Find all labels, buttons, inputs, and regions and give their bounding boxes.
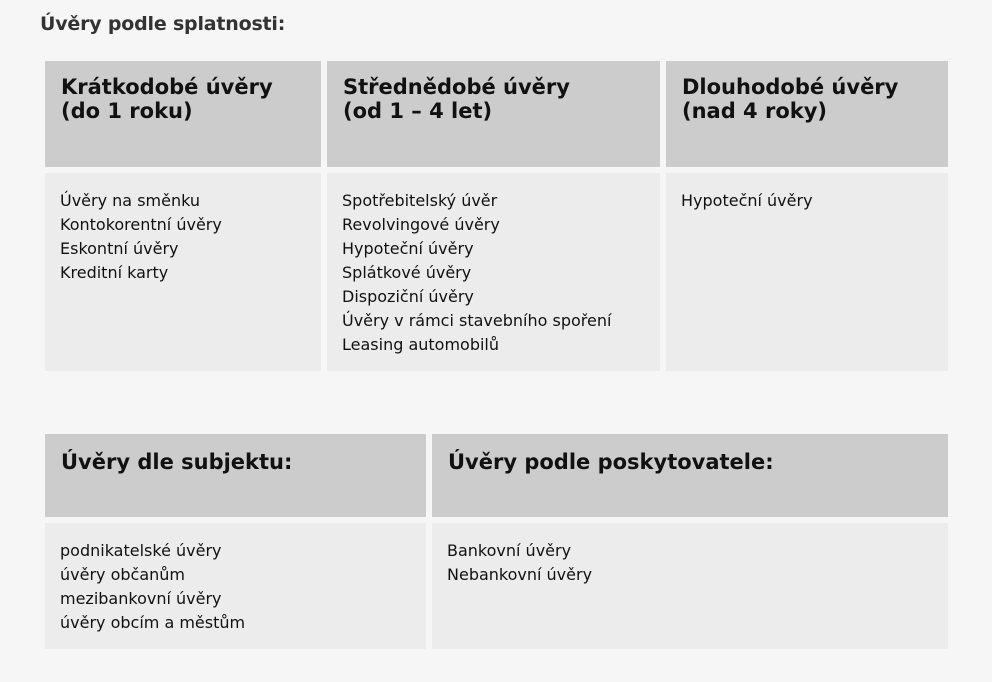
list-item: Eskontní úvěry	[60, 239, 179, 258]
by-subject-header: Úvěry dle subjektu:	[45, 434, 426, 517]
medium-term-subtitle: (od 1 – 4 let)	[343, 99, 493, 123]
page-heading: Úvěry podle splatnosti:	[40, 13, 286, 35]
list-item: Kreditní karty	[60, 263, 169, 282]
list-item: Revolvingové úvěry	[342, 215, 500, 234]
list-item: Kontokorentní úvěry	[60, 215, 222, 234]
list-item: Úvěry v rámci stavebního spoření	[342, 311, 612, 330]
list-item: Bankovní úvěry	[447, 541, 572, 560]
list-item: mezibankovní úvěry	[60, 589, 222, 608]
by-subject-list	[45, 523, 426, 649]
list-item: úvěry obcím a městům	[60, 613, 246, 632]
medium-term-header	[327, 61, 660, 167]
short-term-subtitle: (do 1 roku)	[61, 99, 193, 123]
short-term-list	[45, 173, 321, 371]
long-term-header	[666, 61, 948, 167]
list-item: Splátkové úvěry	[342, 263, 472, 282]
list-item: Hypoteční úvěry	[681, 191, 813, 210]
short-term-title: Krátkodobé úvěry	[61, 75, 273, 99]
short-term-header	[45, 61, 321, 167]
list-item: Hypoteční úvěry	[342, 239, 474, 258]
by-provider-list	[432, 523, 948, 649]
list-item: Nebankovní úvěry	[447, 565, 593, 584]
medium-term-list	[327, 173, 660, 371]
long-term-subtitle: (nad 4 roky)	[682, 99, 828, 123]
list-item: Leasing automobilů	[342, 335, 500, 354]
by-provider-header: Úvěry podle poskytovatele:	[432, 434, 948, 517]
medium-term-title: Střednědobé úvěry	[343, 75, 570, 99]
long-term-title: Dlouhodobé úvěry	[682, 75, 899, 99]
maturity-table	[45, 61, 948, 371]
list-item: Úvěry na směnku	[60, 191, 201, 210]
list-item: Spotřebitelský úvěr	[342, 191, 498, 210]
classification-table	[45, 434, 948, 649]
long-term-list	[666, 173, 948, 371]
list-item: Dispoziční úvěry	[342, 287, 474, 306]
list-item: podnikatelské úvěry	[60, 541, 222, 560]
list-item: úvěry občanům	[60, 565, 185, 584]
